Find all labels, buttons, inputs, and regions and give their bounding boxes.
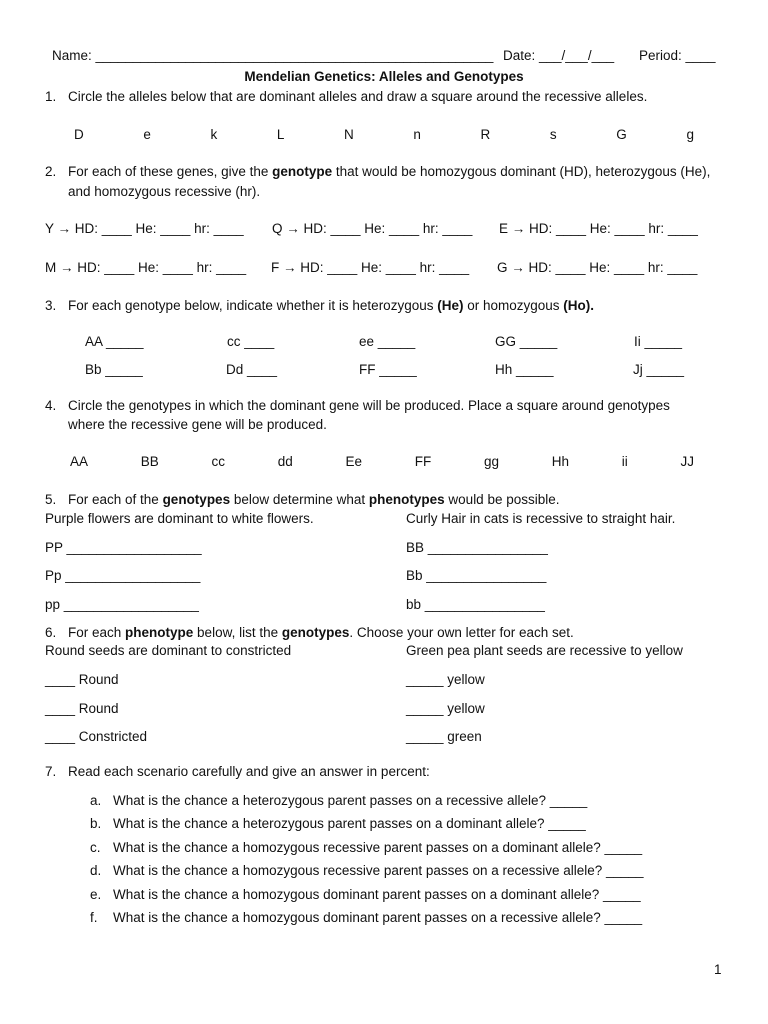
q2-instruction [68,164,710,180]
genotype-blank[interactable]: Ii _____ [634,334,683,349]
q6-text-pre: For each [68,625,126,640]
q7-item-letter: e. [90,887,102,902]
genotype-blank[interactable]: Dd ____ [226,362,278,377]
q7-number: 7. [45,764,57,779]
q2-text-post: that would be homozygous dominant (HD), heterozygous (He), [332,164,711,179]
date-field[interactable]: Date: ___/___/___ [503,48,615,63]
allele[interactable]: G [616,127,627,142]
q1-instruction: Circle the alleles below that are dominant alleles and draw a square around the recessive alleles. [68,89,648,104]
q3-number: 3. [45,298,57,313]
phenotype-blank[interactable]: Bb ________________ [406,568,547,583]
q7-item-letter: b. [90,816,102,831]
allele[interactable]: k [210,127,218,142]
q5-instruction [68,492,560,508]
q5-text-post: would be possible. [444,492,560,507]
q3-text-bold2: (Ho). [563,298,595,313]
q3-text-pre: For each genotype below, indicate whether it is heterozygous [68,298,438,313]
gene-row-item[interactable]: M → HD: ____ He: ____ hr: ____ [45,260,247,275]
q5-left-header: Purple flowers are dominant to white flowers. [45,511,314,526]
q6-text-mid: below, list the [193,625,282,640]
phenotype-blank[interactable]: Pp __________________ [45,568,201,583]
name-field[interactable]: Name: _____________________________________________________ [52,48,494,63]
genotype-answer-blank[interactable]: _____ yellow [406,672,485,687]
q7-item-letter: a. [90,793,102,808]
q7-item[interactable]: What is the chance a heterozygous parent passes on a dominant allele? _____ [113,816,586,831]
q5-text-mid: below determine what [230,492,369,507]
genotype-answer-blank[interactable]: ____ Constricted [45,729,148,744]
q5-text-bold1: genotypes [162,492,231,507]
genotype-blank[interactable]: Bb _____ [85,362,143,377]
gene-row-item[interactable]: F → HD: ____ He: ____ hr: ____ [271,260,470,275]
q7-item[interactable]: What is the chance a homozygous recessive parent passes on a recessive allele? _____ [113,863,644,878]
q4-instruction: Circle the genotypes in which the dominant gene will be produced. Place a square around genotypes [68,398,670,413]
phenotype-blank[interactable]: pp __________________ [45,597,199,612]
genotype-answer-blank[interactable]: ____ Round [45,701,119,716]
q7-item[interactable]: What is the chance a homozygous dominant parent passes on a recessive allele? _____ [113,910,643,925]
q7-item-letter: f. [90,910,98,925]
genotype-blank[interactable]: Hh _____ [495,362,554,377]
gene-row-item[interactable]: Q → HD: ____ He: ____ hr: ____ [272,221,473,236]
q6-right-header: Green pea plant seeds are recessive to yellow [406,643,683,658]
q6-text-post: . Choose your own letter for each set. [349,625,574,640]
genotype[interactable]: AA [70,454,89,469]
q4-number: 4. [45,398,57,413]
phenotype-blank[interactable]: bb ________________ [406,597,545,612]
page-number: 1 [714,962,722,977]
q2-text-bold: genotype [272,164,333,179]
q1-allele-row [74,127,694,143]
genotype[interactable]: JJ [680,454,694,469]
allele[interactable]: R [480,127,491,142]
q6-instruction [68,625,574,641]
allele[interactable]: s [549,127,557,142]
allele[interactable]: L [276,127,285,142]
gene-row-item[interactable]: Y → HD: ____ He: ____ hr: ____ [45,221,244,236]
q2-text-pre: For each of these genes, give the [68,164,273,179]
genotype[interactable]: BB [140,454,159,469]
phenotype-blank[interactable]: PP __________________ [45,540,202,555]
q7-item[interactable]: What is the chance a heterozygous parent passes on a recessive allele? _____ [113,793,588,808]
gene-row-item[interactable]: G → HD: ____ He: ____ hr: ____ [497,260,698,275]
genotype[interactable]: Ee [345,454,363,469]
genotype-blank[interactable]: FF _____ [359,362,417,377]
q6-left-header: Round seeds are dominant to constricted [45,643,292,658]
q7-instruction: Read each scenario carefully and give an answer in percent: [68,764,430,779]
genotype-blank[interactable]: cc ____ [227,334,275,349]
gene-row-item[interactable]: E → HD: ____ He: ____ hr: ____ [499,221,698,236]
q7-item[interactable]: What is the chance a homozygous dominant parent passes on a dominant allele? _____ [113,887,641,902]
allele[interactable]: D [74,127,84,142]
genotype[interactable]: Hh [551,454,570,469]
genotype[interactable]: cc [211,454,225,469]
period-field[interactable]: Period: ____ [639,48,716,63]
q1-number: 1. [45,89,57,104]
q3-instruction [68,298,594,314]
genotype[interactable]: gg [483,454,500,469]
q2-number: 2. [45,164,57,179]
q6-text-bold1: phenotype [125,625,194,640]
q3-text-mid: or homozygous [463,298,564,313]
q4-genotype-row [70,454,694,470]
q7-item-letter: d. [90,863,102,878]
q5-right-header: Curly Hair in cats is recessive to straight hair. [406,511,676,526]
q3-text-bold1: (He) [437,298,464,313]
q2-instruction-line2: and homozygous recessive (hr). [68,184,261,199]
genotype[interactable]: FF [414,454,432,469]
genotype-answer-blank[interactable]: ____ Round [45,672,119,687]
genotype[interactable]: ii [621,454,628,469]
genotype[interactable]: dd [277,454,293,469]
allele[interactable]: n [413,127,421,142]
genotype-answer-blank[interactable]: _____ yellow [406,701,485,716]
q7-item-letter: c. [90,840,101,855]
q5-text-bold2: phenotypes [368,492,445,507]
q7-item[interactable]: What is the chance a homozygous recessive parent passes on a dominant allele? _____ [113,840,643,855]
q6-text-bold2: genotypes [281,625,350,640]
q5-number: 5. [45,492,57,507]
allele[interactable]: e [143,127,151,142]
q4-instruction-line2: where the recessive gene will be produced. [68,417,327,432]
genotype-blank[interactable]: GG _____ [495,334,558,349]
allele[interactable]: N [344,127,354,142]
genotype-blank[interactable]: Jj _____ [633,362,685,377]
q5-text-pre: For each of the [68,492,163,507]
allele[interactable]: g [686,127,694,142]
phenotype-blank[interactable]: BB ________________ [406,540,548,555]
genotype-blank[interactable]: ee _____ [359,334,416,349]
genotype-blank[interactable]: AA _____ [85,334,144,349]
genotype-answer-blank[interactable]: _____ green [406,729,482,744]
q6-number: 6. [45,625,57,640]
page-title: Mendelian Genetics: Alleles and Genotypes [244,69,524,84]
